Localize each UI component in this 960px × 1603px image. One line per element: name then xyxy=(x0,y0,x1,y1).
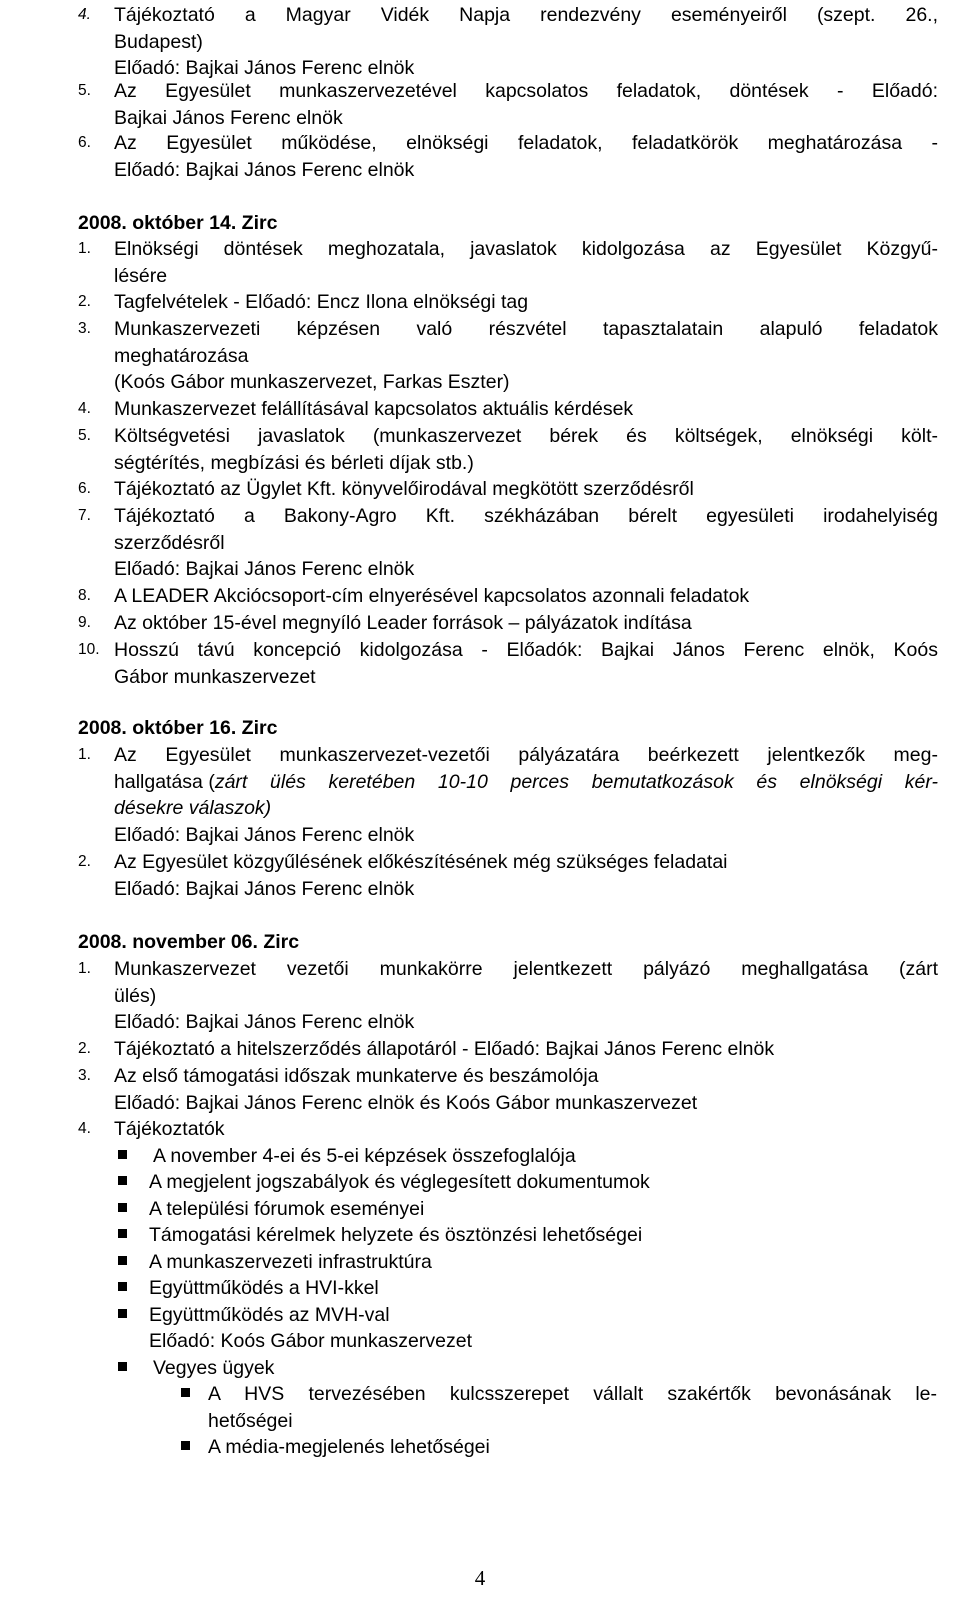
item-text: Tájékoztató a Magyar Vidék Napja rendezvény eseményeiről (szept. 26., xyxy=(114,4,938,26)
list-item xyxy=(78,130,938,183)
list-item xyxy=(78,2,938,55)
item-number: 4. xyxy=(78,6,91,23)
square-bullet-icon xyxy=(118,1203,127,1212)
sub-bullet-item: A média-megjelenés lehetőségei xyxy=(181,1434,490,1461)
list-item: 2. Az Egyesület közgyűlésének előkészítésének még szükséges feladatai Előadó: Bajkai János Ferenc elnök xyxy=(78,851,728,900)
list-item: 4. Munkaszervezet felállításával kapcsolatos aktuális kérdések xyxy=(78,398,634,420)
presenter-line: Előadó: Koós Gábor munkaszervezet xyxy=(149,1330,473,1352)
list-item: 1. Munkaszervezet vezetői munkakörre jelentkezett pályázó meghallgatása (zárt ülés) Előadó: Bajkai János Ferenc elnök xyxy=(78,958,938,1033)
list-item: 7. Tájékoztató a Bakony-Agro Kft. székházában bérelt egyesületi irodahelyiség szerződésről Előadó: Bajkai János Ferenc elnök xyxy=(78,505,938,580)
item-number: 5. xyxy=(78,82,91,99)
square-bullet-icon xyxy=(181,1388,190,1397)
bullet-item: A megjelent jogszabályok és véglegesített dokumentumok xyxy=(118,1169,650,1196)
square-bullet-icon xyxy=(181,1441,190,1450)
page-number: 4 xyxy=(474,1566,486,1590)
list-item: 2. Tájékoztató a hitelszerződés állapotáról - Előadó: Bajkai János Ferenc elnök xyxy=(78,1038,775,1060)
square-bullet-icon xyxy=(118,1309,127,1318)
sub-bullet-item: A HVS tervezésében kulcsszerepet vállalt szakértők bevonásának le- hetőségei xyxy=(181,1381,937,1434)
bullet-item: Vegyes ügyek xyxy=(118,1355,274,1382)
section-heading: 2008. november 06. Zirc xyxy=(78,931,300,953)
list-item: 1. Elnökségi döntések meghozatala, javaslatok kidolgozása az Egyesület Közgyű- lésére xyxy=(78,238,938,287)
bullet-item: Támogatási kérelmek helyzete és ösztönzési lehetőségei xyxy=(118,1222,642,1249)
section-heading: 2008. október 16. Zirc xyxy=(78,717,278,739)
item-text: Bajkai János Ferenc elnök xyxy=(114,106,343,129)
list-item: 2. Tagfelvételek - Előadó: Encz Ilona elnökségi tag xyxy=(78,291,529,313)
bullet-item: A települési fórumok eseményei xyxy=(118,1196,424,1223)
section-heading: 2008. október 14. Zirc xyxy=(78,212,278,234)
square-bullet-icon xyxy=(118,1229,127,1238)
item-text: Előadó: Bajkai János Ferenc elnök xyxy=(114,158,415,181)
bullet-item: Együttműködés a HVI-kkel xyxy=(118,1275,379,1302)
bullet-item: A november 4-ei és 5-ei képzések összefoglalója xyxy=(118,1143,576,1170)
list-item: 1. Az Egyesület munkaszervezet-vezetői pályázatára beérkezett jelentkezők meg- hallgatása ( zárt ülés keretében 10-10 perces bemutatkozások és elnökségi kér- désekre válaszok) Előadó: Bajkai János Ferenc elnök xyxy=(78,744,938,846)
item-text: Az Egyesület működése, elnökségi feladatok, feladatkörök meghatározása - xyxy=(114,132,938,154)
list-item: 5. Költségvetési javaslatok (munkaszervezet bérek és költségek, elnökségi költ- ségtérítés, megbízási és bérleti díjak stb.) xyxy=(78,425,938,474)
square-bullet-icon xyxy=(118,1150,127,1159)
presenter-line: Előadó: Bajkai János Ferenc elnök xyxy=(114,57,415,79)
square-bullet-icon xyxy=(118,1176,127,1185)
item-text: Budapest) xyxy=(114,30,203,53)
bullet-item: Együttműködés az MVH-val xyxy=(118,1302,390,1329)
list-item: 8. A LEADER Akciócsoport-cím elnyerésével kapcsolatos azonnali feladatok xyxy=(78,585,750,607)
list-item: 6. Tájékoztató az Ügylet Kft. könyvelőirodával megkötött szerződésről xyxy=(78,478,694,500)
item-number: 6. xyxy=(78,134,91,151)
list-item: 4. Tájékoztatók xyxy=(78,1118,225,1140)
square-bullet-icon xyxy=(118,1282,127,1291)
list-item xyxy=(78,78,938,131)
list-item: 3. Munkaszervezeti képzésen való részvétel tapasztalatain alapuló feladatok meghatározása (Koós Gábor munkaszervezet, Farkas Eszter) xyxy=(78,318,938,393)
square-bullet-icon xyxy=(118,1362,127,1371)
item-text: Az Egyesület munkaszervezetével kapcsolatos feladatok, döntések - Előadó: xyxy=(114,80,938,102)
list-item: 9. Az október 15-ével megnyíló Leader források – pályázatok indítása xyxy=(78,612,692,634)
square-bullet-icon xyxy=(118,1256,127,1265)
list-item: 3. Az első támogatási időszak munkaterve és beszámolója Előadó: Bajkai János Ferenc elnök és Koós Gábor munkaszervezet xyxy=(78,1065,698,1114)
bullet-item: A munkaszervezeti infrastruktúra xyxy=(118,1249,432,1276)
list-item: 10. Hosszú távú koncepció kidolgozása - Előadók: Bajkai János Ferenc elnök, Koós Gábor munkaszervezet xyxy=(78,639,938,688)
